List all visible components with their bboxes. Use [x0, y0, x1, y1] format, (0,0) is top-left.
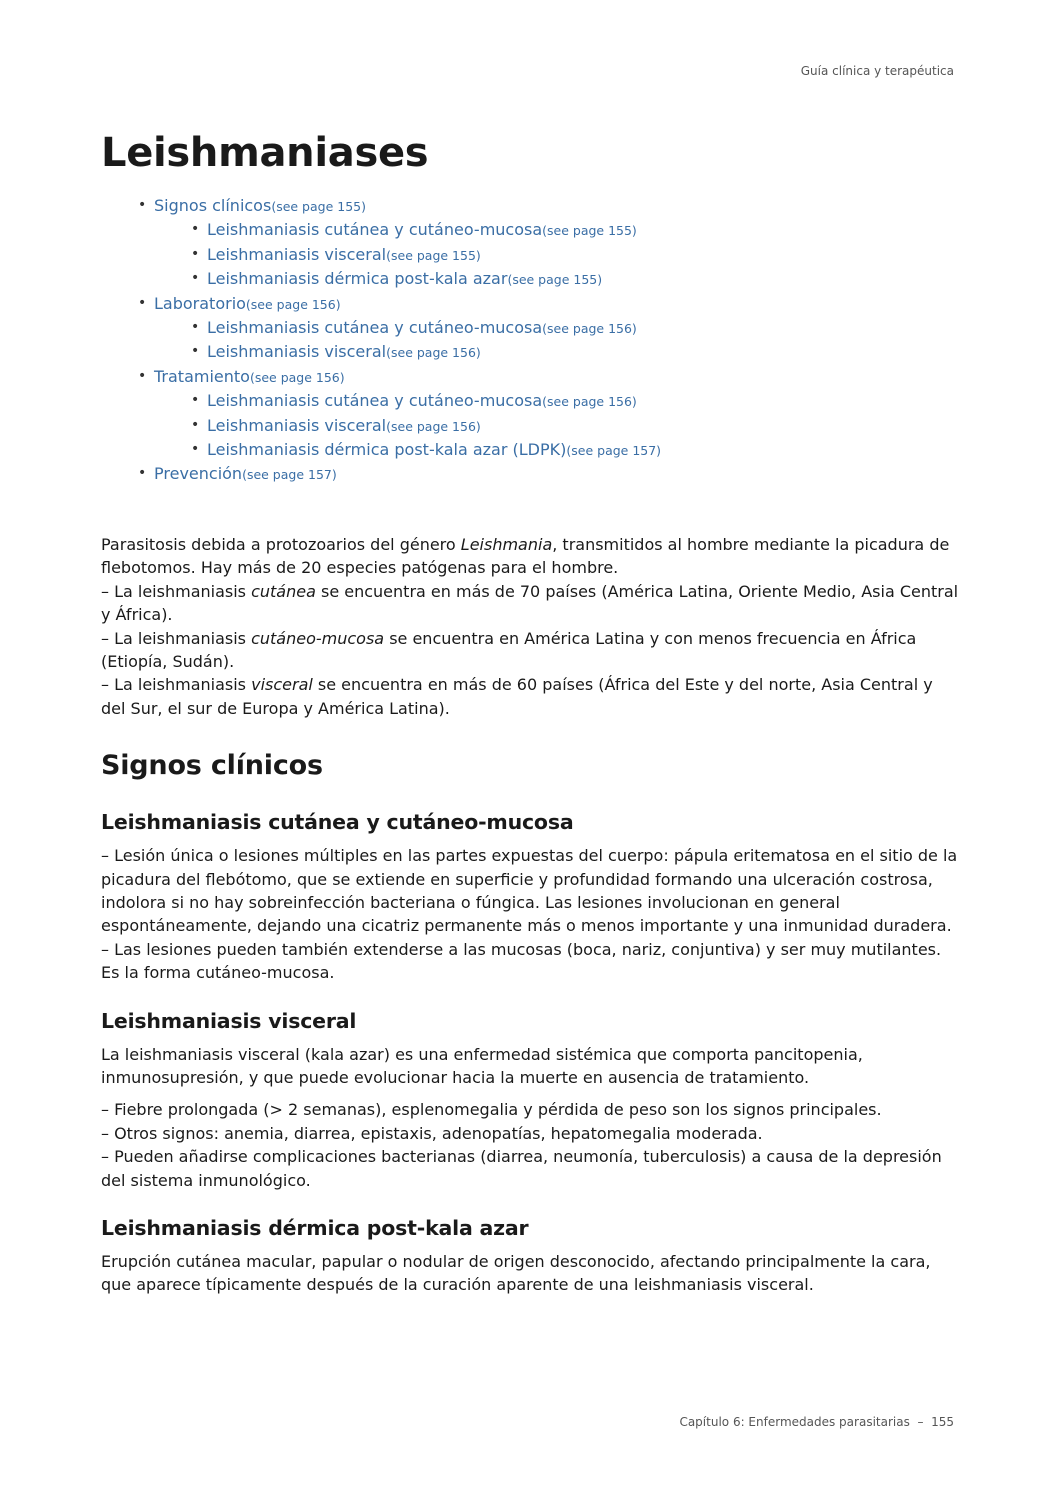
- page-title: Leishmaniases: [101, 130, 429, 176]
- intro-paragraph: Parasitosis debida a protozoarios del género Leishmania, transmitidos al hombre mediante la picadura de flebotomos. Hay más de 20 especies patógenas para el hombre.: [101, 534, 950, 578]
- toc-subitem[interactable]: [207, 218, 959, 242]
- toc-subitem[interactable]: [207, 340, 959, 364]
- table-of-contents: [101, 194, 959, 487]
- intro-paragraph: – La leishmaniasis cutáneo-mucosa se encuentra en América Latina y con menos frecuencia en África (Etiopía, Sudán).: [101, 628, 917, 671]
- toc-page-ref: (see page 156): [386, 345, 481, 361]
- intro-section: [101, 533, 959, 720]
- toc-page-ref: (see page 156): [249, 369, 345, 385]
- toc-page-ref: (see page 155): [386, 247, 481, 263]
- body-paragraph: – Fiebre prolongada (> 2 semanas), esplenomegalia y pérdida de peso son los signos principales.: [101, 1100, 882, 1120]
- toc-link-signos[interactable]: Signos clínicos: [154, 196, 272, 215]
- toc-link[interactable]: Leishmaniasis dérmica post-kala azar: [207, 269, 508, 289]
- toc-subitem[interactable]: [207, 267, 959, 291]
- toc-page-ref: (see page 156): [542, 394, 637, 410]
- toc-link-tratamiento[interactable]: Tratamiento: [154, 366, 250, 386]
- toc-link-prevencion[interactable]: Prevención: [154, 464, 243, 484]
- toc-page-ref: (see page 155): [542, 223, 637, 239]
- toc-link[interactable]: Leishmaniasis visceral: [207, 415, 387, 435]
- toc-link[interactable]: Leishmaniasis cutánea y cutáneo-mucosa: [207, 318, 543, 338]
- toc-subitem[interactable]: [207, 389, 959, 413]
- intro-paragraph: – La leishmaniasis visceral se encuentra en más de 60 países (África del Este y del norte, Asia Central y del Sur, el sur de Europa y América Latina).: [101, 675, 933, 718]
- toc-item[interactable]: [154, 194, 959, 292]
- toc-link-laboratorio[interactable]: Laboratorio: [154, 293, 246, 313]
- body-paragraph: – Las lesiones pueden también extenderse a las mucosas (boca, nariz, conjuntiva) y ser muy mutilantes. Es la forma cutáneo-mucosa.: [101, 939, 942, 983]
- page-footer: Capítulo 6: Enfermedades parasitarias – 155: [679, 1415, 954, 1429]
- toc-page-ref: (see page 156): [245, 296, 341, 312]
- running-header: Guía clínica y terapéutica: [800, 64, 954, 78]
- toc-link[interactable]: Leishmaniasis visceral: [207, 244, 387, 264]
- subsection-heading-cutanea: Leishmaniasis cutánea y cutáneo-mucosa: [101, 810, 574, 835]
- section-heading-signos: Signos clínicos: [101, 750, 323, 782]
- toc-link[interactable]: Leishmaniasis dérmica post-kala azar (LDPK): [207, 440, 567, 460]
- toc-item[interactable]: [154, 292, 959, 365]
- toc-item[interactable]: [154, 462, 959, 486]
- body-paragraph: – Otros signos: anemia, diarrea, epistaxis, adenopatías, hepatomegalia moderada.: [101, 1123, 763, 1143]
- body-paragraph: La leishmaniasis visceral (kala azar) es una enfermedad sistémica que comporta pancitopenia, inmunosupresión, y que puede evolucionar hacia la muerte en ausencia de tratamiento.: [101, 1044, 863, 1087]
- toc-page-ref: (see page 157): [242, 467, 337, 483]
- toc-link[interactable]: Leishmaniasis cutánea y cutáneo-mucosa: [207, 391, 543, 411]
- toc-subitem[interactable]: [207, 243, 959, 267]
- toc-link[interactable]: Leishmaniasis visceral: [207, 342, 387, 362]
- intro-paragraph: – La leishmaniasis cutánea se encuentra en más de 70 países (América Latina, Oriente Medio, Asia Central y África).: [101, 581, 959, 625]
- toc-link[interactable]: Leishmaniasis cutánea y cutáneo-mucosa: [207, 220, 543, 240]
- toc-page-ref: (see page 156): [542, 321, 637, 337]
- toc-page-ref: (see page 155): [271, 199, 366, 214]
- body-paragraph: – Lesión única o lesiones múltiples en las partes expuestas del cuerpo: pápula eritematosa en el sitio de la picadura del flebótomo, que se extiende en superficie y profundidad formando una ulceración costrosa, indolora si no hay sobreinfección bacteriana o fúngica. Las lesiones involucionan en general espontáneamente, dejando una cicatriz permanente más o menos importante y una inmunidad duradera.: [101, 846, 958, 936]
- toc-page-ref: (see page 155): [507, 272, 603, 288]
- page-content: [101, 128, 959, 1297]
- body-paragraph: Erupción cutánea macular, papular o nodular de origen desconocido, afectando principalmente la cara, que aparece típicamente después de la curación aparente de una leishmaniasis visceral.: [101, 1252, 931, 1295]
- toc-item[interactable]: [154, 365, 959, 463]
- toc-page-ref: (see page 157): [566, 443, 662, 459]
- toc-subitem[interactable]: [207, 414, 959, 438]
- subsection-heading-visceral: Leishmaniasis visceral: [101, 1008, 357, 1033]
- body-paragraph: – Pueden añadirse complicaciones bacterianas (diarrea, neumonía, tuberculosis) a causa de la depresión del sistema inmunológico.: [101, 1147, 942, 1190]
- subsection-heading-ldpk: Leishmaniasis dérmica post-kala azar: [101, 1216, 529, 1240]
- toc-subitem[interactable]: [207, 438, 959, 462]
- toc-subitem[interactable]: [207, 316, 959, 340]
- toc-page-ref: (see page 156): [386, 418, 481, 434]
